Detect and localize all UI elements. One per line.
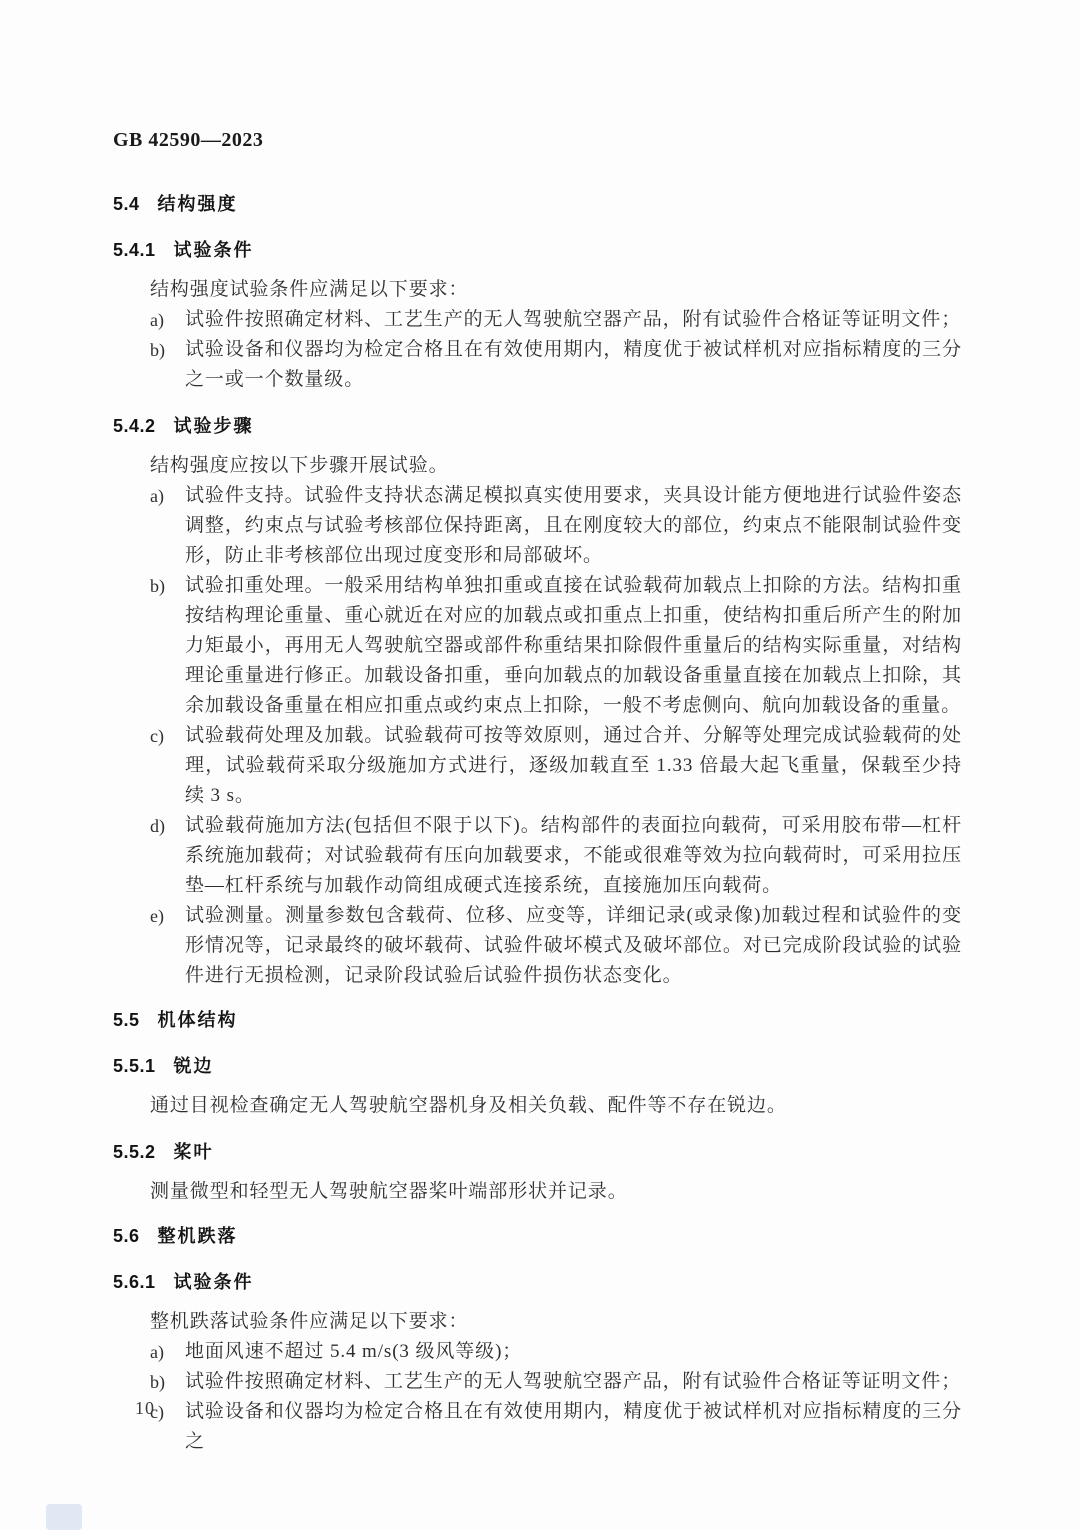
list-marker: c) — [150, 726, 164, 746]
standard-number-header: GB 42590—2023 — [113, 129, 264, 151]
section-title: 锐边 — [173, 1056, 214, 1076]
list-item — [113, 481, 962, 571]
section-title: 桨叶 — [173, 1142, 214, 1162]
paragraph: 测量微型和轻型无人驾驶航空器桨叶端部形状并记录。 — [150, 1181, 628, 1202]
list-item-text: 试验载荷处理及加载。试验载荷可按等效原则，通过合并、分解等处理完成试验载荷的处理，试验载荷采取分级施加方式进行，逐级加载直至 1.33 倍最大起飞重量，保载至少持续 3 s。 — [185, 725, 962, 806]
section-heading-5-5 — [113, 1005, 962, 1035]
list-item-text: 试验件按照确定材料、工艺生产的无人驾驶航空器产品，附有试验件合格证等证明文件； — [185, 1371, 962, 1392]
list-marker: b) — [150, 576, 165, 596]
list-item-text: 试验件按照确定材料、工艺生产的无人驾驶航空器产品，附有试验件合格证等证明文件； — [185, 309, 962, 330]
subsection-heading-5-4-2 — [113, 411, 962, 441]
page-number: 10 — [135, 1398, 155, 1418]
section-number: 5.5.2 — [113, 1142, 156, 1162]
section-number: 5.4 — [113, 194, 140, 214]
section-number: 5.5.1 — [113, 1056, 156, 1076]
list-item — [113, 1337, 962, 1367]
section-heading-5-6 — [113, 1221, 962, 1251]
list-item — [113, 335, 962, 395]
document-page — [113, 125, 962, 1457]
section-number: 5.6 — [113, 1226, 140, 1246]
watermark-logo-fragment — [46, 1504, 82, 1530]
section-title: 整机跌落 — [157, 1226, 238, 1246]
list-item — [113, 811, 962, 901]
section-number: 5.5 — [113, 1010, 140, 1030]
list-marker: d) — [150, 816, 165, 836]
list-item-text: 试验测量。测量参数包含载荷、位移、应变等，详细记录(或录像)加载过程和试验件的变形情况等，记录最终的破坏载荷、试验件破坏模式及破坏部位。对已完成阶段试验的试验件进行无损检测，记录阶段试验后试验件损伤状态变化。 — [185, 905, 962, 986]
list-item — [113, 901, 962, 991]
list-marker: b) — [150, 1372, 165, 1392]
subsection-heading-5-5-1 — [113, 1051, 962, 1081]
list-item — [113, 571, 962, 721]
list-item-text: 试验扣重处理。一般采用结构单独扣重或直接在试验载荷加载点上扣除的方法。结构扣重按结构理论重量、重心就近在对应的加载点或扣重点上扣重，使结构扣重后所产生的附加力矩最小，再用无人驾驶航空器或部件称重结果扣除假件重量后的结构实际重量，对结构理论重量进行修正。加载设备扣重，垂向加载点的加载设备重量直接在加载点上扣除，其余加载设备重量在相应扣重点或约束点上扣除，一般不考虑侧向、航向加载设备的重量。 — [185, 575, 962, 716]
subsection-heading-5-5-2 — [113, 1137, 962, 1167]
paragraph: 整机跌落试验条件应满足以下要求： — [150, 1311, 469, 1332]
list-item — [113, 305, 962, 335]
section-number: 5.4.2 — [113, 416, 156, 436]
list-item — [113, 1367, 962, 1397]
section-number: 5.4.1 — [113, 240, 156, 260]
list-marker: b) — [150, 340, 165, 360]
list-item-text: 试验载荷施加方法(包括但不限于以下)。结构部件的表面拉向载荷，可采用胶布带—杠杆系统施加载荷；对试验载荷有压向加载要求，不能或很难等效为拉向载荷时，可采用拉压垫—杠杆系统与加载作动筒组成硬式连接系统，直接施加压向载荷。 — [185, 815, 962, 896]
list-marker: e) — [150, 906, 164, 926]
list-marker: a) — [150, 310, 164, 330]
subsection-heading-5-4-1 — [113, 235, 962, 265]
paragraph: 结构强度试验条件应满足以下要求： — [150, 279, 469, 300]
list-item-text: 试验设备和仪器均为检定合格且在有效使用期内，精度优于被试样机对应指标精度的三分之 — [185, 1401, 962, 1452]
list-item — [113, 721, 962, 811]
section-title: 试验条件 — [173, 240, 254, 260]
section-title: 试验条件 — [173, 1272, 254, 1292]
list-item-text: 试验件支持。试验件支持状态满足模拟真实使用要求，夹具设计能方便地进行试验件姿态调整，约束点与试验考核部位保持距离，且在刚度较大的部位，约束点不能限制试验件变形，防止非考核部位出现过度变形和局部破坏。 — [185, 485, 962, 566]
section-number: 5.6.1 — [113, 1272, 156, 1292]
paragraph: 结构强度应按以下步骤开展试验。 — [150, 455, 449, 476]
list-marker: a) — [150, 486, 164, 506]
subsection-heading-5-6-1 — [113, 1267, 962, 1297]
section-title: 试验步骤 — [173, 416, 254, 436]
list-item — [113, 1397, 962, 1457]
list-item-text: 地面风速不超过 5.4 m/s(3 级风等级)； — [185, 1341, 523, 1362]
section-title: 结构强度 — [157, 194, 238, 214]
list-marker: a) — [150, 1342, 164, 1362]
list-marker: c) — [150, 1402, 164, 1422]
paragraph: 通过目视检查确定无人驾驶航空器机身及相关负载、配件等不存在锐边。 — [150, 1095, 787, 1116]
section-title: 机体结构 — [157, 1010, 238, 1030]
section-heading-5-4 — [113, 189, 962, 219]
list-item-text: 试验设备和仪器均为检定合格且在有效使用期内，精度优于被试样机对应指标精度的三分之一或一个数量级。 — [185, 339, 962, 390]
